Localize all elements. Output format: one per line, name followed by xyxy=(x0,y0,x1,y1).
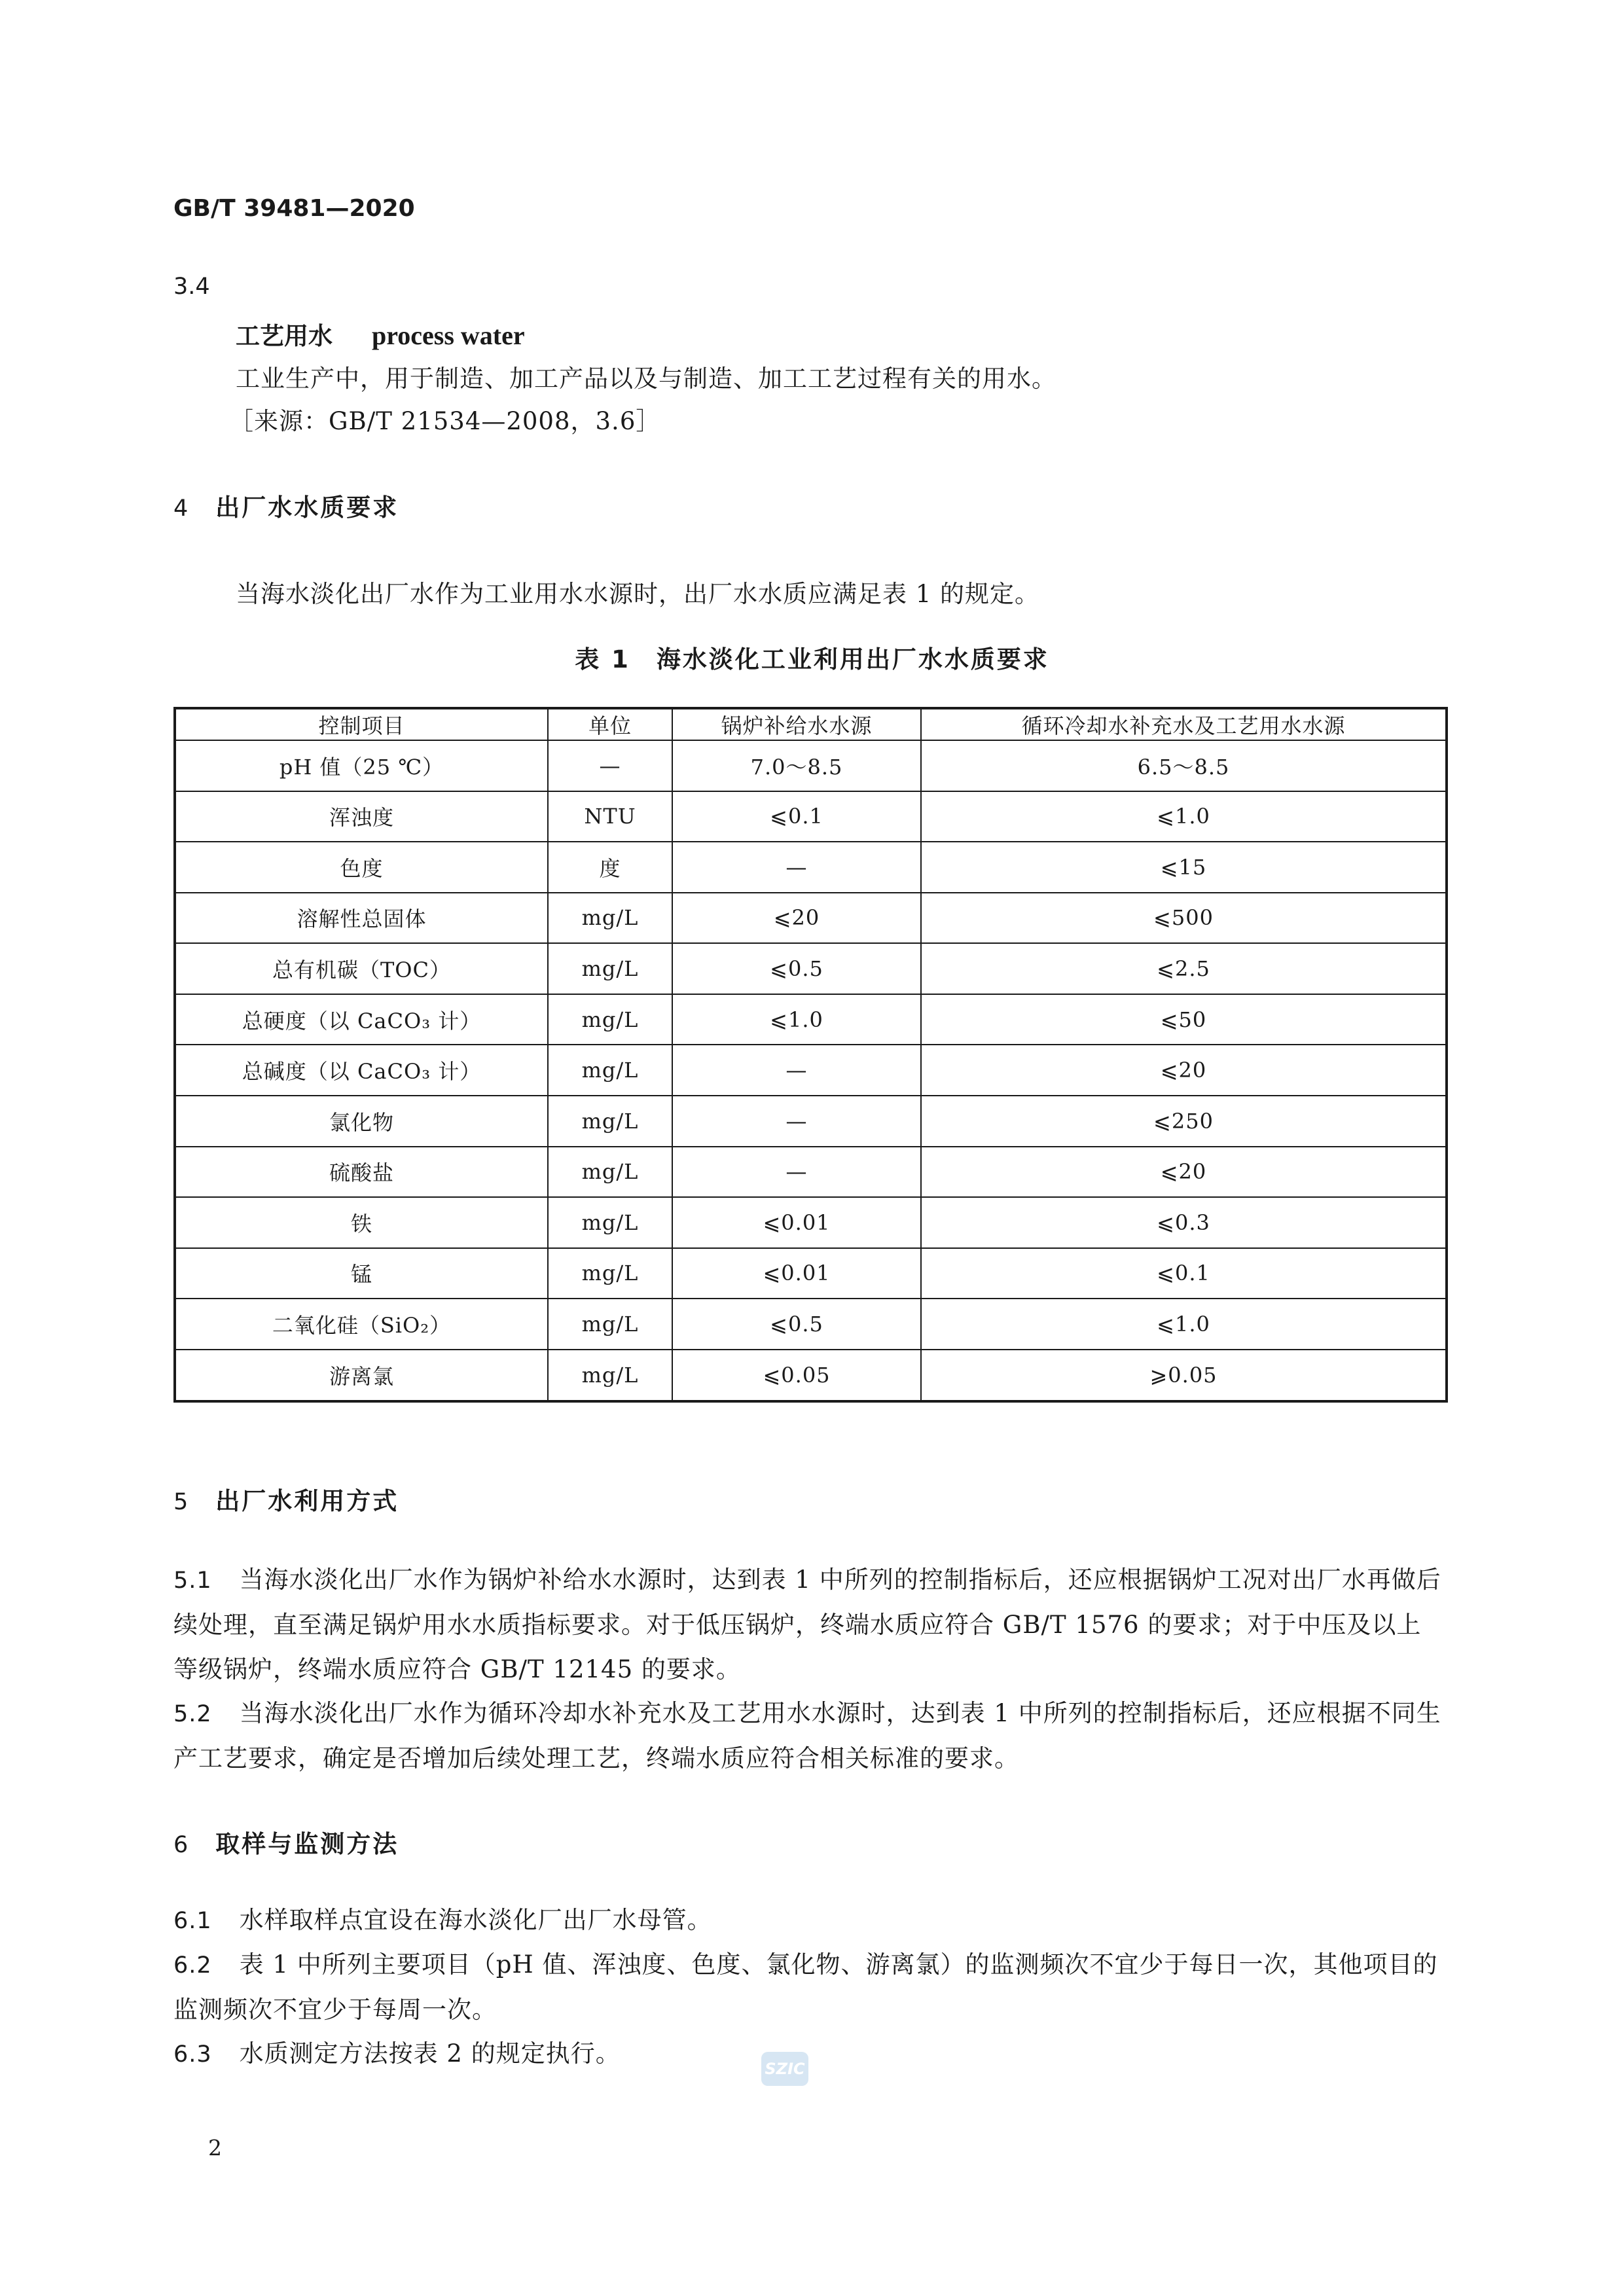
cell-item: 游离氯 xyxy=(175,1350,548,1401)
clause-6-2-text: 表 1 中所列主要项目（pH 值、浑浊度、色度、氯化物、游离氯）的监测频次不宜少于每日一次，其他项目的监测频次不宜少于每周一次。 xyxy=(173,1950,1438,2024)
clause-6-1-text: 水样取样点宜设在海水淡化厂出厂水母管。 xyxy=(239,1906,712,1934)
cell-unit: mg/L xyxy=(548,943,672,994)
cell-cooling: ⩽15 xyxy=(921,842,1447,893)
cell-unit: — xyxy=(548,740,672,791)
cell-item: 总碱度（以 CaCO₃ 计） xyxy=(175,1045,548,1096)
table-row xyxy=(175,740,1447,791)
clause-3-4-number: 3.4 xyxy=(173,274,210,300)
section-4-text: 当海水淡化出厂水作为工业用水水源时，出厂水水质应满足表 1 的规定。 xyxy=(236,580,1040,608)
table-row xyxy=(175,842,1447,893)
table-row xyxy=(175,1147,1447,1198)
cell-unit: mg/L xyxy=(548,1147,672,1198)
cell-boiler: ⩽0.01 xyxy=(672,1197,921,1248)
cell-cooling: ⩽20 xyxy=(921,1045,1447,1096)
cell-cooling: ⩽0.3 xyxy=(921,1197,1447,1248)
table-row xyxy=(175,1248,1447,1299)
cell-item: pH 值（25 ℃） xyxy=(175,740,548,791)
cell-cooling: ⩽2.5 xyxy=(921,943,1447,994)
cell-cooling: ⩽250 xyxy=(921,1096,1447,1147)
cell-unit: NTU xyxy=(548,791,672,842)
clause-5-1-text: 当海水淡化出厂水作为锅炉补给水水源时，达到表 1 中所列的控制指标后，还应根据锅炉工况对出厂水再做后续处理，直至满足锅炉用水水质指标要求。对于低压锅炉，终端水质应符合 GB/T 1576 的要求；对于中压及以上等级锅炉，终端水质应符合 GB/T 12145 的要求。 xyxy=(173,1566,1441,1683)
cell-unit: mg/L xyxy=(548,893,672,944)
cell-boiler: ⩽1.0 xyxy=(672,994,921,1045)
page-number: 2 xyxy=(208,2135,222,2161)
table-row xyxy=(175,994,1447,1045)
cell-item: 色度 xyxy=(175,842,548,893)
cell-unit: mg/L xyxy=(548,1096,672,1147)
section-4-heading xyxy=(173,488,399,523)
table-1-title: 表 1 海水淡化工业利用出厂水水质要求 xyxy=(575,645,1049,673)
cell-unit: mg/L xyxy=(548,1350,672,1401)
clause-6-2 xyxy=(173,1943,1445,2032)
section-5-heading xyxy=(173,1481,399,1516)
cell-unit: mg/L xyxy=(548,1299,672,1350)
term-3-4 xyxy=(236,316,525,351)
table-header-row xyxy=(175,708,1447,740)
clause-6-1 xyxy=(173,1898,1445,1943)
table-row xyxy=(175,943,1447,994)
cell-boiler: — xyxy=(672,1045,921,1096)
standard-number-header: GB/T 39481—2020 xyxy=(173,195,415,222)
cell-cooling: ⩽50 xyxy=(921,994,1447,1045)
cell-item: 铁 xyxy=(175,1197,548,1248)
cell-cooling: ⩾0.05 xyxy=(921,1350,1447,1401)
watermark-logo xyxy=(761,2052,808,2086)
header-cooling-process: 循环冷却水补充水及工艺用水水源 xyxy=(921,708,1447,740)
cell-unit: mg/L xyxy=(548,994,672,1045)
header-boiler-feed: 锅炉补给水水源 xyxy=(672,708,921,740)
clause-6-3 xyxy=(173,2032,1445,2077)
cell-item: 硫酸盐 xyxy=(175,1147,548,1198)
table-row xyxy=(175,1299,1447,1350)
cell-cooling: 6.5～8.5 xyxy=(921,740,1447,791)
section-6-number: 6 xyxy=(173,1832,189,1858)
clause-6-3-text: 水质测定方法按表 2 的规定执行。 xyxy=(239,2039,621,2068)
cell-boiler: ⩽0.01 xyxy=(672,1248,921,1299)
term-en: process water xyxy=(372,321,525,350)
cell-boiler: ⩽0.05 xyxy=(672,1350,921,1401)
cell-cooling: ⩽500 xyxy=(921,893,1447,944)
table-row xyxy=(175,1045,1447,1096)
cell-unit: 度 xyxy=(548,842,672,893)
cell-boiler: ⩽0.5 xyxy=(672,943,921,994)
header-control-item: 控制项目 xyxy=(175,708,548,740)
section-4-title: 出厂水水质要求 xyxy=(215,493,399,522)
cell-unit: mg/L xyxy=(548,1045,672,1096)
cell-item: 浑浊度 xyxy=(175,791,548,842)
clause-5-1-number: 5.1 xyxy=(173,1568,212,1594)
section-6-heading xyxy=(173,1824,399,1859)
section-5-number: 5 xyxy=(173,1489,189,1515)
cell-item: 溶解性总固体 xyxy=(175,893,548,944)
header-unit: 单位 xyxy=(548,708,672,740)
table-row xyxy=(175,791,1447,842)
cell-cooling: ⩽0.1 xyxy=(921,1248,1447,1299)
cell-item: 二氧化硅（SiO₂） xyxy=(175,1299,548,1350)
table-row xyxy=(175,893,1447,944)
clause-6-3-number: 6.3 xyxy=(173,2041,212,2068)
section-5-title: 出厂水利用方式 xyxy=(215,1487,399,1515)
cell-boiler: ⩽0.5 xyxy=(672,1299,921,1350)
cell-item: 总有机碳（TOC） xyxy=(175,943,548,994)
water-quality-table xyxy=(173,707,1448,1403)
clause-5-2-number: 5.2 xyxy=(173,1701,212,1727)
cell-cooling: ⩽1.0 xyxy=(921,1299,1447,1350)
cell-cooling: ⩽20 xyxy=(921,1147,1447,1198)
cell-boiler: ⩽0.1 xyxy=(672,791,921,842)
clause-6-2-number: 6.2 xyxy=(173,1952,212,1979)
clause-5-2-text: 当海水淡化出厂水作为循环冷却水补充水及工艺用水水源时，达到表 1 中所列的控制指标后，还应根据不同生产工艺要求，确定是否增加后续处理工艺，终端水质应符合相关标准的要求。 xyxy=(173,1699,1441,1772)
cell-boiler: — xyxy=(672,1096,921,1147)
cell-item: 氯化物 xyxy=(175,1096,548,1147)
clause-6-1-number: 6.1 xyxy=(173,1908,212,1934)
cell-cooling: ⩽1.0 xyxy=(921,791,1447,842)
table-row xyxy=(175,1350,1447,1401)
cell-item: 锰 xyxy=(175,1248,548,1299)
section-6-title: 取样与监测方法 xyxy=(215,1830,399,1858)
cell-boiler: — xyxy=(672,842,921,893)
cell-unit: mg/L xyxy=(548,1248,672,1299)
cell-item: 总硬度（以 CaCO₃ 计） xyxy=(175,994,548,1045)
term-source: ［来源：GB/T 21534—2008，3.6］ xyxy=(229,407,661,435)
table-row xyxy=(175,1197,1447,1248)
cell-boiler: 7.0～8.5 xyxy=(672,740,921,791)
cell-unit: mg/L xyxy=(548,1197,672,1248)
watermark-text: SZIC xyxy=(765,2060,805,2078)
clause-5-1 xyxy=(173,1558,1445,1692)
table-row xyxy=(175,1096,1447,1147)
cell-boiler: ⩽20 xyxy=(672,893,921,944)
clause-5-2 xyxy=(173,1691,1445,1781)
term-definition: 工业生产中，用于制造、加工产品以及与制造、加工工艺过程有关的用水。 xyxy=(236,365,1056,393)
section-4-number: 4 xyxy=(173,495,189,522)
term-zh: 工艺用水 xyxy=(236,322,333,350)
cell-boiler: — xyxy=(672,1147,921,1198)
